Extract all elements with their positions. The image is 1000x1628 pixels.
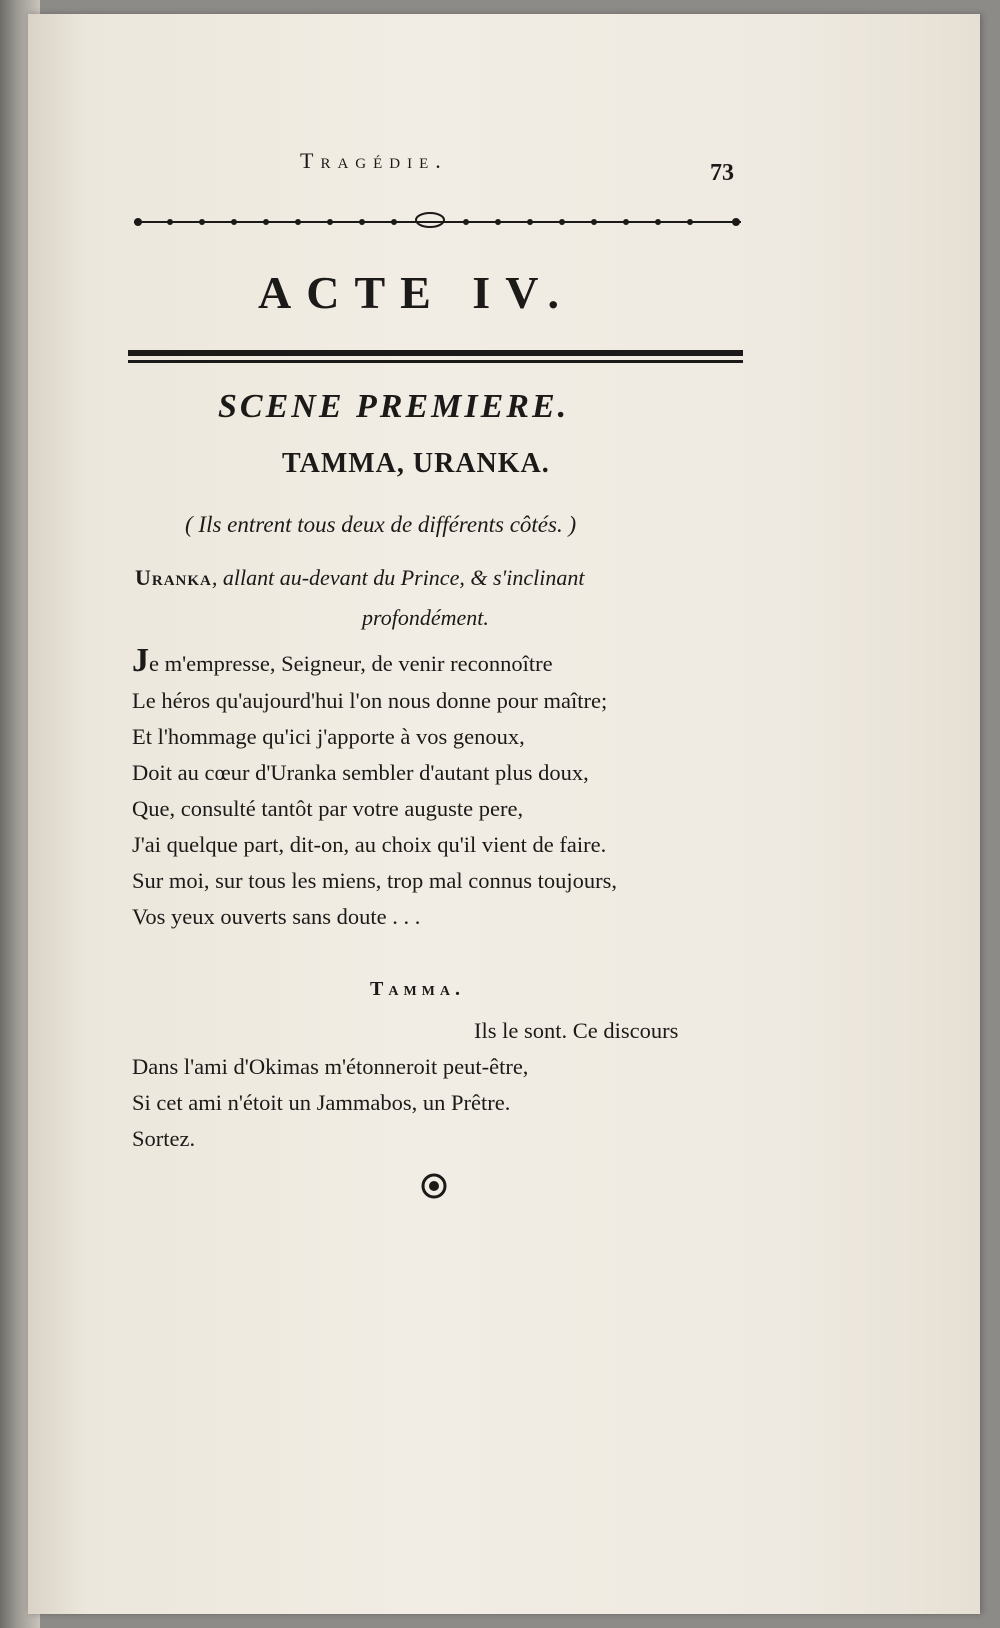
- speaker-name: Uranka: [135, 565, 212, 590]
- speaker-heading-tamma: Tamma.: [370, 978, 465, 1000]
- verse-line: Si cet ami n'étoit un Jammabos, un Prêtre.: [132, 1090, 511, 1115]
- verse-line: Sur moi, sur tous les miens, trop mal connus toujours,: [132, 868, 617, 893]
- drop-cap: J: [132, 642, 149, 679]
- double-rule: [128, 350, 743, 368]
- speaker-heading-uranka: [135, 565, 584, 591]
- page-number: 73: [710, 160, 734, 186]
- verse-line: Et l'hommage qu'ici j'apporte à vos genoux,: [132, 724, 525, 749]
- act-title: ACTE IV.: [258, 267, 574, 318]
- verse-line: Ils le sont. Ce discours: [474, 1018, 679, 1043]
- running-head: Tragédie.: [300, 148, 448, 173]
- speaker-direction: , allant au-devant du Prince, & s'inclinant: [211, 565, 585, 590]
- verse-line: Dans l'ami d'Okimas m'étonneroit peut-être,: [132, 1054, 529, 1079]
- verse-line: [132, 644, 553, 678]
- verse-line-text: e m'empresse, Seigneur, de venir reconnoître: [149, 651, 553, 676]
- rule-thin: [128, 360, 743, 363]
- scene-title: SCENE PREMIERE.: [218, 388, 570, 425]
- circle-ornament-icon: [420, 1172, 448, 1200]
- verse-line: J'ai quelque part, dit-on, au choix qu'il vient de faire.: [132, 832, 607, 857]
- verse-line: Doit au cœur d'Uranka sembler d'autant plus doux,: [132, 760, 589, 785]
- rule-thick: [128, 350, 743, 356]
- speaker-direction-continued: profondément.: [362, 605, 489, 630]
- scene-characters: TAMMA, URANKA.: [282, 448, 550, 479]
- verse-line: Vos yeux ouverts sans doute . . .: [132, 904, 421, 929]
- stage-direction: ( Ils entrent tous deux de différents côtés. ): [185, 512, 577, 537]
- verse-line: Que, consulté tantôt par votre auguste pere,: [132, 796, 524, 821]
- verse-line: Sortez.: [132, 1126, 196, 1151]
- scroll-ornament-icon: [130, 210, 745, 234]
- verse-line: Le héros qu'aujourd'hui l'on nous donne pour maître;: [132, 688, 608, 713]
